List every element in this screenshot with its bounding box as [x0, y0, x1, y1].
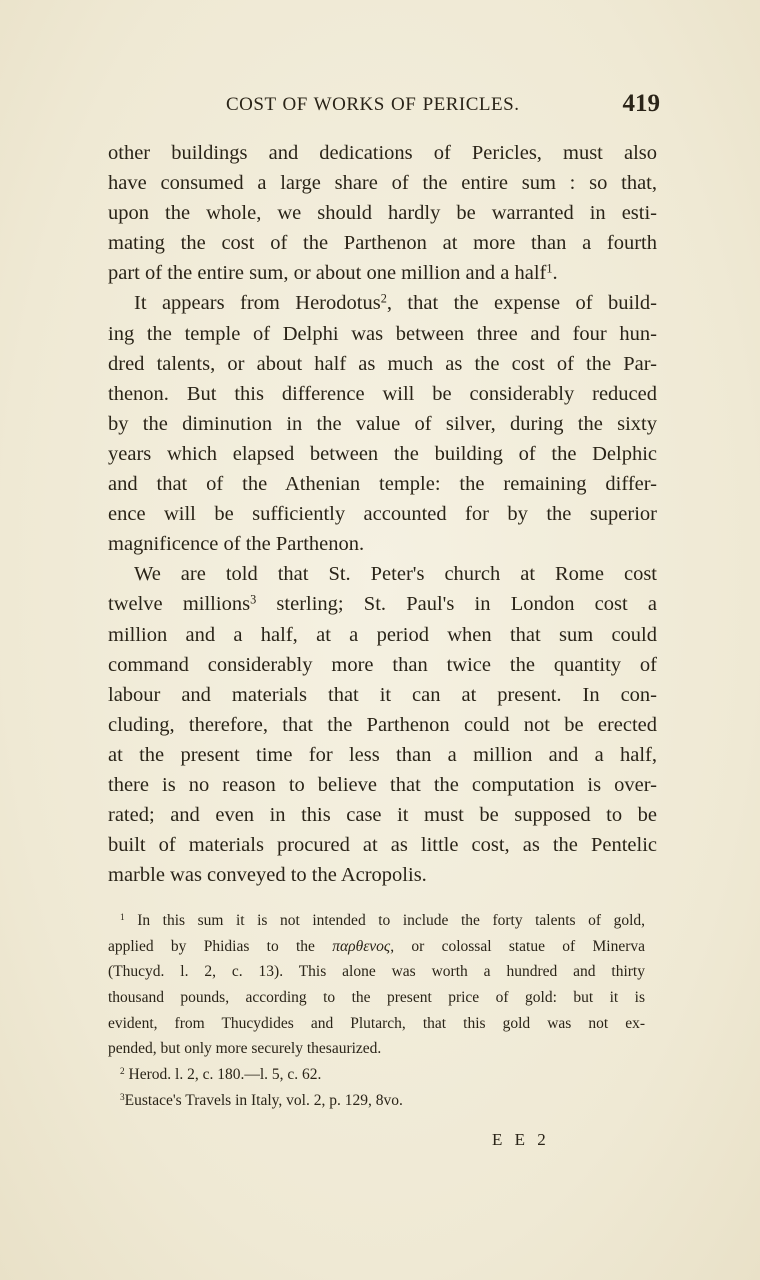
body-line: built of materials procured at as little cost, as the Pentelic — [108, 834, 657, 857]
body-line: there is no reason to believe that the computation is over- — [108, 773, 657, 796]
running-head — [108, 92, 660, 122]
body-line: other buildings and dedications of Pericles, must also — [108, 142, 657, 164]
body-text — [108, 138, 657, 890]
footnote-3-marker: 3 — [120, 1092, 125, 1103]
body-line: at the present time for less than a million and a half, — [108, 743, 657, 766]
running-head-title: COST OF WORKS OF PERICLES. — [226, 94, 520, 115]
body-line: mating the cost of the Parthenon at more than a fourth — [108, 232, 657, 255]
body-line: and that of the Athenian temple: the remaining differ- — [108, 473, 657, 496]
footnote-1-line: evident, from Thucydides and Plutarch, that this gold was not ex- — [108, 1014, 645, 1032]
body-line: years which elapsed between the building of the Delphic — [108, 442, 657, 465]
body-line: ence will be sufficiently accounted for by the superior — [108, 503, 657, 526]
body-line: command considerably more than twice the quantity of — [108, 653, 657, 676]
body-line: labour and materials that it can at present. In con- — [108, 683, 657, 706]
body-line: have consumed a large share of the entire sum : so that, — [108, 172, 657, 195]
body-line: million and a half, at a period when that sum could — [108, 623, 657, 646]
body-line: part of the entire sum, or about one million and a half$^1$. — [108, 261, 558, 285]
footnote-1-line: applied by Phidias to the παρθενος, or colossal statue of Minerva — [108, 937, 645, 955]
footnote-ref-1[interactable]: 1 — [546, 261, 553, 276]
body-line: It appears from Herodotus$^2$, that the expense of build- — [134, 291, 657, 315]
footnote-ref-2[interactable]: 2 — [380, 291, 387, 306]
footnote-2-marker: 2 — [120, 1067, 125, 1078]
body-line: ing the temple of Delphi was between three and four hun- — [108, 322, 657, 345]
body-line: rated; and even in this case it must be supposed to be — [108, 804, 657, 827]
greek-word: παρθενος — [332, 937, 391, 955]
footnote-ref-3[interactable]: 3 — [250, 592, 257, 607]
body-line: twelve millions$^3$ sterling; St. Paul's in London cost a — [108, 592, 657, 616]
page-number: 419 — [622, 90, 660, 117]
footnote-1-line: $^1$ In this sum it is not intended to include the forty talents of gold, — [120, 912, 645, 929]
footnote-1-line: thousand pounds, according to the present price of gold: but it is — [108, 989, 645, 1007]
footnote-3: $^3$Eustace's Travels in Italy, vol. 2, p. 129, 8vo. — [120, 1091, 403, 1109]
footnote-2: $^2$ Herod. l. 2, c. 180.—l. 5, c. 62. — [120, 1066, 322, 1084]
footnote-1-line: pended, but only more securely thesaurized. — [108, 1040, 382, 1058]
body-line: thenon. But this difference will be considerably reduced — [108, 382, 657, 405]
footnote-1-marker: 1 — [120, 912, 125, 923]
body-line: marble was conveyed to the Acropolis. — [108, 864, 427, 887]
footnote-1-line: (Thucyd. l. 2, c. 13). This alone was worth a hundred and thirty — [108, 963, 645, 981]
body-line: dred talents, or about half as much as the cost of the Par- — [108, 352, 657, 375]
body-line: cluding, therefore, that the Parthenon could not be erected — [108, 713, 657, 736]
body-line: upon the whole, we should hardly be warranted in esti- — [108, 202, 657, 225]
body-line: magnificence of the Parthenon. — [108, 533, 365, 556]
body-line: We are told that St. Peter's church at Rome cost — [134, 563, 657, 586]
signature-mark: E E 2 — [492, 1130, 550, 1149]
body-line: by the diminution in the value of silver, during the sixty — [108, 412, 657, 435]
footnotes — [108, 908, 645, 1114]
